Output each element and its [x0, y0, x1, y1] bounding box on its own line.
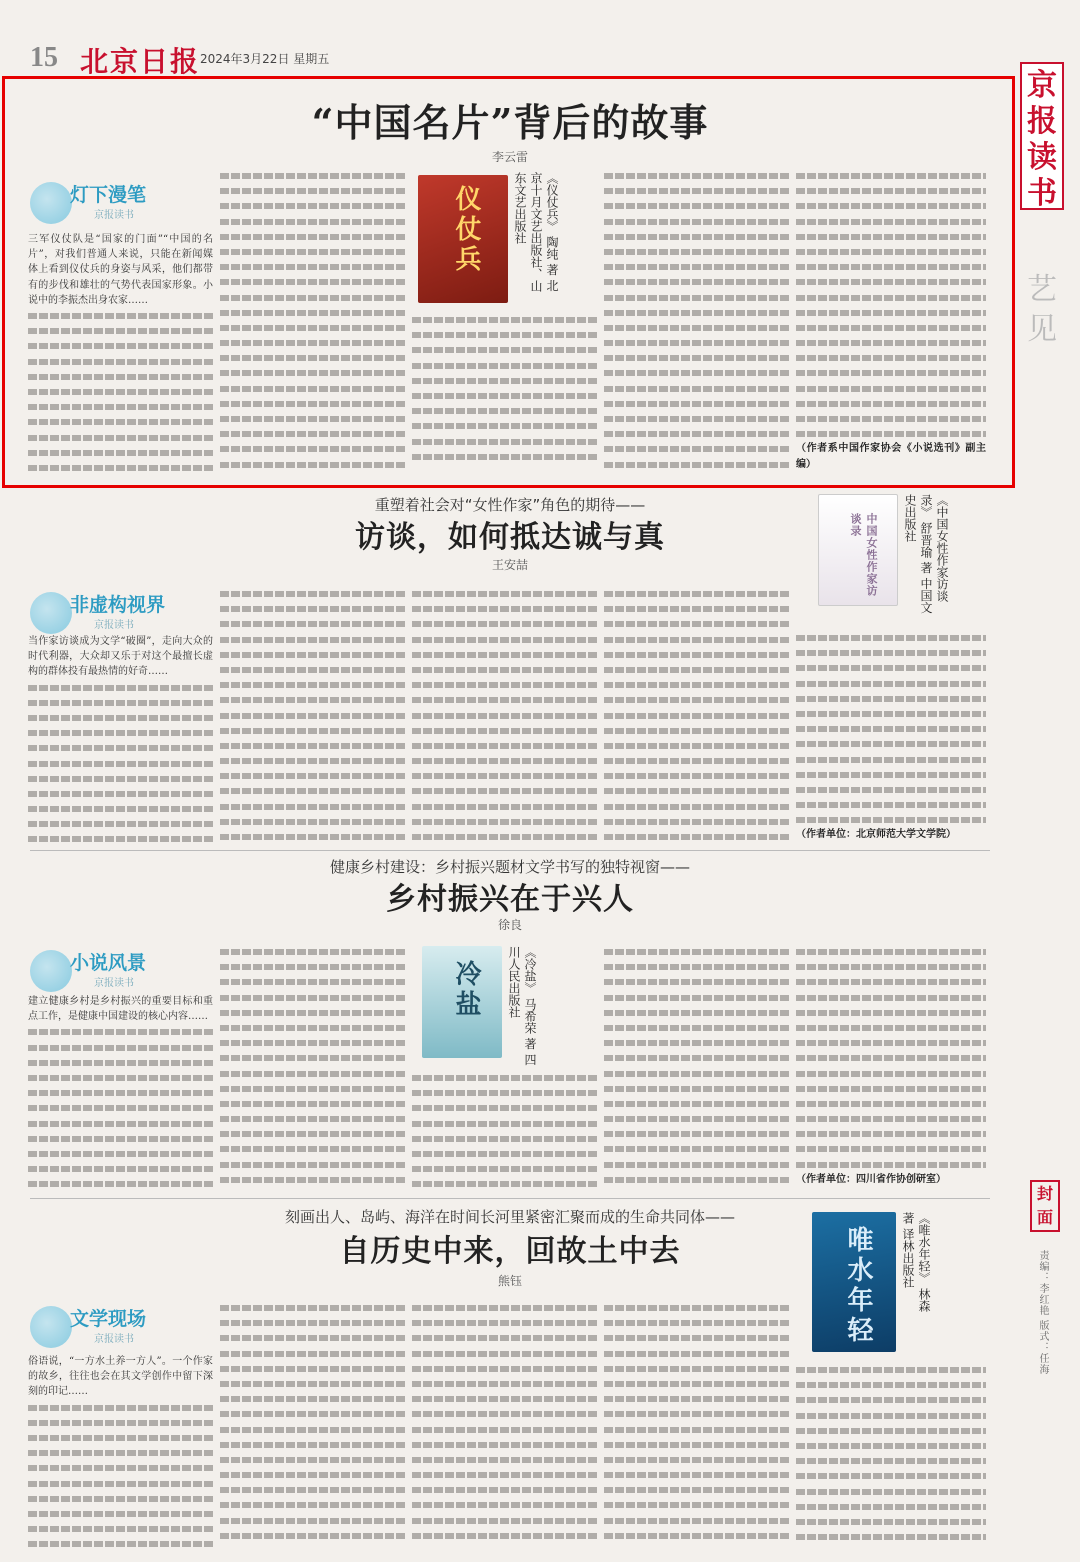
article-2-book-info: 《中国女性作家访谈录》 舒晋瑜 著 中国文史出版社: [903, 494, 949, 614]
article-2-title: 访谈，如何抵达诚与真: [355, 520, 665, 555]
book-cover-title: 冷盐: [451, 960, 481, 1020]
article-3-body-col-5: [796, 944, 986, 1194]
article-2-book-cover: [818, 494, 898, 606]
article-4-column-badge: [30, 1292, 210, 1352]
page-number: 15: [30, 42, 58, 73]
article-4-book-info: 《唯水年轻》 林森 著 译林出版社: [901, 1212, 931, 1312]
article-2-author: 王安喆: [491, 558, 528, 572]
issue-date: 2024年3月22日 星期五: [200, 52, 330, 66]
badge-main: 非虚构视界: [70, 594, 166, 616]
article-3-column-badge: [30, 936, 210, 996]
article-4-body-col-2: [220, 1300, 405, 1554]
article-2-column-badge: [30, 578, 210, 638]
section-divider: [30, 1198, 990, 1199]
paper-logo: 北京日报: [80, 45, 201, 78]
book-cover-title: 中国女性作家访谈录: [849, 513, 878, 597]
article-3-body-text: 建立健康乡村是乡村振兴的重要目标和重点工作，是健康中国建设的核心内容……: [28, 996, 213, 1023]
article-3-book-info: 《冷盐》 马希荣 著 四川人民出版社: [507, 946, 537, 1066]
article-1-title: “中国名片”背后的故事: [311, 100, 709, 145]
article-3-title: 乡村振兴在于兴人: [386, 882, 634, 917]
article-4-body-col-1: [28, 1354, 213, 1554]
seal-stamp: 封面: [1030, 1180, 1060, 1232]
article-2-body-col-3: [412, 586, 597, 846]
badge-circle-icon: [30, 950, 72, 992]
article-3-book-cover: [422, 946, 502, 1058]
book-cover-title: 唯水年轻: [843, 1226, 873, 1346]
book-cover-title: 仪仗兵: [451, 185, 481, 275]
article-3-body-col-2: [220, 944, 405, 1194]
article-2-body-text: 当作家访谈成为文学“破圈”，走向大众的时代利器，大众却又乐于对这个最擅长虚构的群体投有最热情的好奇……: [28, 636, 213, 678]
article-4-body-col-5: [796, 1362, 986, 1554]
badge-circle-icon: [30, 592, 72, 634]
column-label: 艺见: [1027, 272, 1057, 347]
article-3-body-col-3: [412, 1070, 597, 1194]
article-3-kicker: 健康乡村建设：乡村振兴题材文学书写的独特视窗——: [329, 858, 690, 876]
badge-sub: 京报读书: [94, 1334, 134, 1345]
badge-main: 小说风景: [70, 952, 147, 974]
article-4-author: 熊钰: [497, 1274, 522, 1288]
badge-main: 文学现场: [70, 1308, 147, 1330]
article-4-body-col-3: [412, 1300, 597, 1554]
article-2-body-col-4: [604, 586, 789, 846]
article-1-body-text: 三军仪仗队是“国家的门面”“中国的名片”，对我们普通人来说，只能在新闻媒体上看到仪仗兵的身姿与风采，他们都带有的步伐和雄壮的气势代表国家形象。小说中的李振杰出身农家……: [28, 234, 213, 306]
badge-main: 灯下漫笔: [70, 184, 147, 206]
article-3-signature: （作者单位：四川省作协创研室）: [796, 1173, 946, 1185]
article-4-body-text: 俗语说，“一方水土养一方人”。一个作家的故乡，往往也会在其文学创作中留下深刻的印记……: [28, 1356, 213, 1398]
editor-credit: 责编：李红艳 版式：任海: [1037, 1250, 1048, 1376]
article-4-book-cover: [812, 1212, 896, 1352]
highlight-frame: [2, 76, 1015, 488]
article-2-kicker: 重塑着社会对“女性作家”角色的期待——: [374, 496, 646, 514]
masthead: [0, 40, 1080, 76]
badge-circle-icon: [30, 1306, 72, 1348]
article-2-body-col-2: [220, 586, 405, 846]
article-1-author: 李云雷: [491, 150, 528, 164]
article-2-body-col-1: [28, 634, 213, 846]
article-4-title: 自历史中来，回故土中去: [339, 1234, 681, 1269]
section-divider: [30, 850, 990, 851]
section-label: 京报读书: [1020, 62, 1064, 210]
badge-sub: 京报读书: [94, 978, 134, 989]
badge-sub: 京报读书: [94, 210, 134, 221]
article-3-body-col-4: [604, 944, 789, 1194]
article-2-body-col-5: [796, 630, 986, 846]
article-3-body-col-1: [28, 994, 213, 1194]
article-4-kicker: 刻画出人、岛屿、海洋在时间长河里紧密汇聚而成的生命共同体——: [284, 1208, 735, 1226]
article-2-signature: （作者单位：北京师范大学文学院）: [796, 829, 956, 841]
article-4-body-col-4: [604, 1300, 789, 1554]
badge-sub: 京报读书: [94, 620, 134, 631]
article-3-author: 徐良: [497, 918, 522, 932]
article-1-book-info: 《仪仗兵》 陶纯 著 北京十月文艺出版社、山东文艺出版社: [513, 172, 559, 292]
article-1-signature: （作者系中国作家协会《小说选刊》副主编）: [796, 443, 986, 470]
